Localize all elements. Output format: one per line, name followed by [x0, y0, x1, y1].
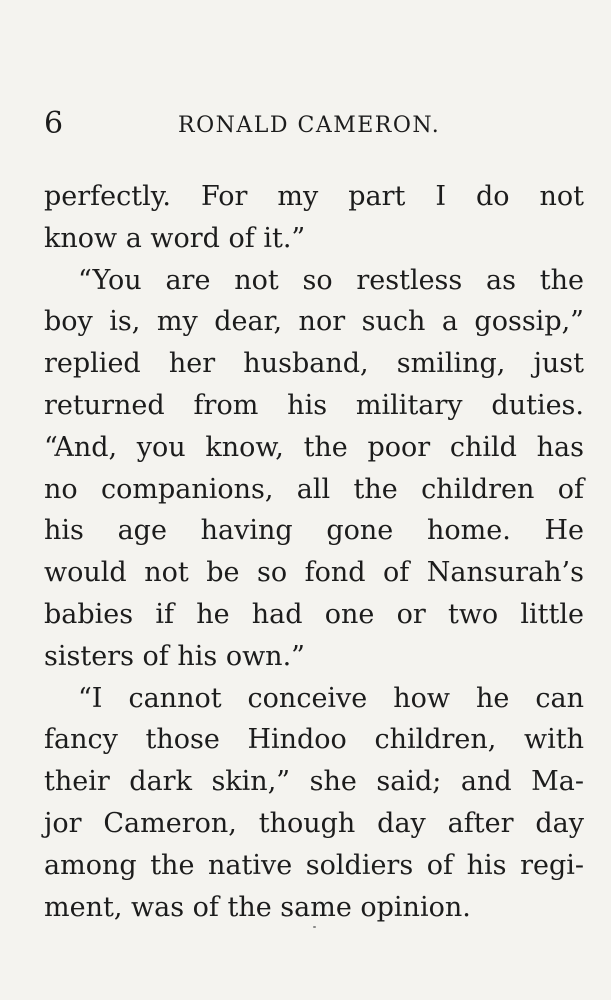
text-line: ment, was of the same opinion. [44, 891, 471, 923]
text-line: “You are not so restless as the [78, 264, 584, 296]
text-line: jor Cameron, though day after day [44, 807, 584, 839]
text-line: would not be so fond of Nansurah’s [44, 557, 584, 589]
text-line: babies if he had one or two little [44, 598, 584, 630]
text-line: “And, you know, the poor child has [44, 431, 584, 463]
text-line: no companions, all the children of [44, 473, 584, 505]
text-line: among the native soldiers of his regi- [44, 849, 584, 881]
text-line: “I cannot conceive how he can [78, 682, 584, 714]
text-line: his age having gone home. He [44, 515, 584, 547]
text-line: perfectly. For my part I do not [44, 181, 584, 212]
body-text [44, 176, 584, 928]
ink-speck [313, 926, 316, 928]
text-line: boy is, my dear, nor such a gossip,” [44, 306, 584, 338]
text-line: their dark skin,” she said; and Ma- [44, 766, 584, 798]
text-line: sisters of his own.” [44, 640, 305, 672]
text-line: returned from his military duties. [44, 389, 584, 421]
text-line: fancy those Hindoo children, with [44, 724, 584, 756]
running-title: RONALD CAMERON. [178, 113, 441, 138]
page-number: 6 [44, 106, 64, 141]
text-line: know a word of it.” [44, 222, 306, 254]
page-header [44, 104, 559, 144]
text-line: replied her husband, smiling, just [44, 348, 584, 380]
